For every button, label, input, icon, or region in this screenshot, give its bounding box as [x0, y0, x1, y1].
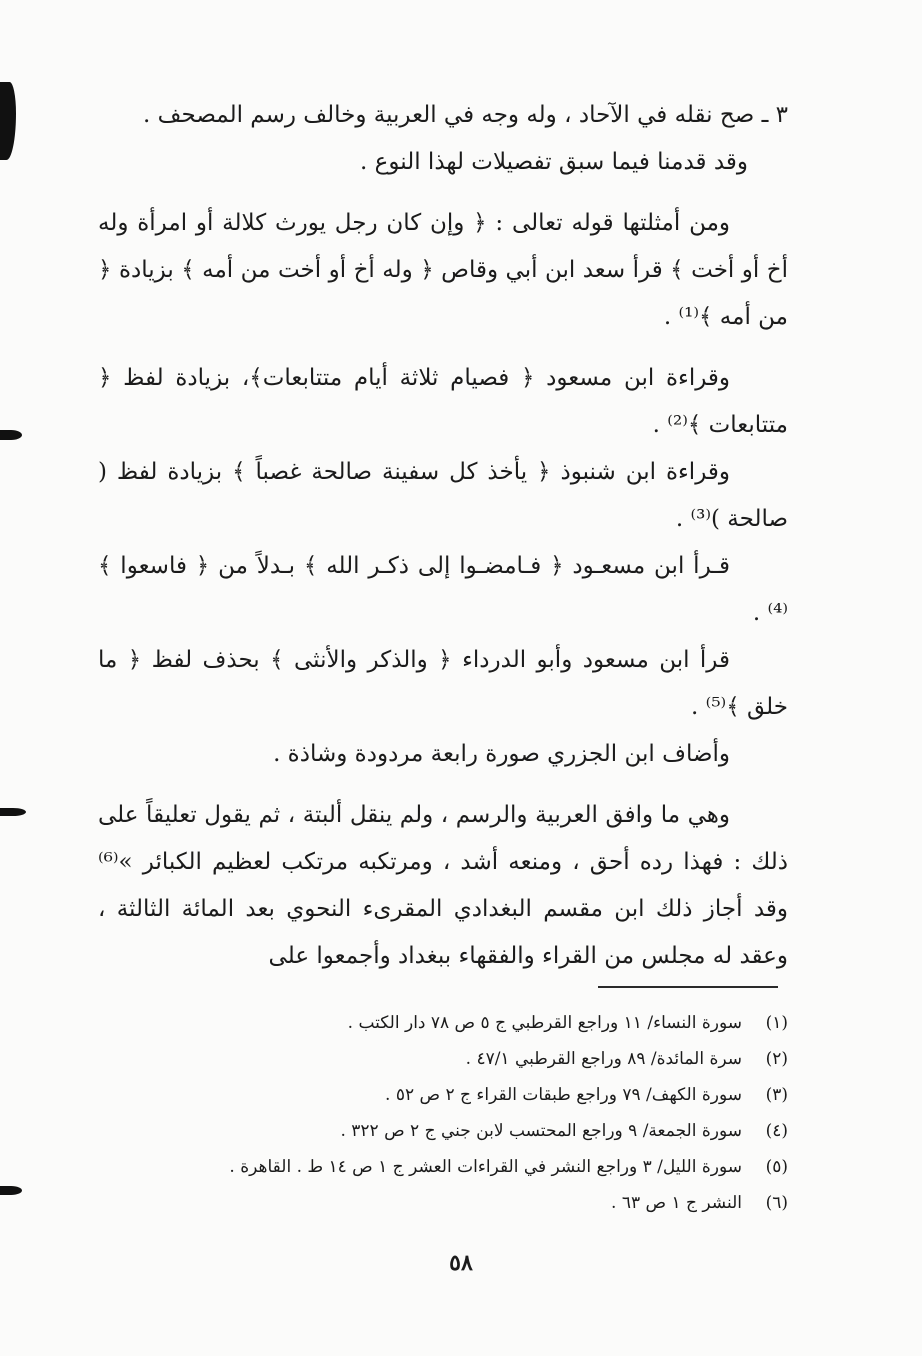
footnote-text: سورة الكهف/ ٧٩ وراجع طبقات القراء ج ٢ ص ٥٢ . [385, 1085, 742, 1105]
paragraph: وقراءة ابن شنبوذ ﴿ يأخذ كل سفينة صالحة غصباً ﴾ بزيادة لفظ ( صالحة )⁽³⁾ . [98, 459, 788, 532]
paragraph: قرأ ابن مسعود وأبو الدرداء ﴿ والذكر والأنثى ﴾ بحذف لفظ ﴿ ما خلق ﴾⁽⁵⁾ . [98, 647, 788, 720]
paragraph: ومن أمثلتها قوله تعالى : ﴿ وإن كان رجل يورث كلالة أو امرأة وله أخ أو أخت ﴾ قرأ سعد ابن أبي وقاص ﴿ وله أخ أو أخت من أمه ﴾ بزيادة ﴿ من أمه ﴾⁽¹⁾ . [98, 210, 788, 330]
edge-speck-mark [0, 430, 22, 440]
footnote [120, 1041, 788, 1077]
footnote [120, 1149, 788, 1185]
edge-speck-mark [0, 808, 26, 816]
paragraph: وهي ما وافق العربية والرسم ، ولم ينقل ألبتة ، ثم يقول تعليقاً على ذلك : فهذا رده أحق ، ومنعه أشد ، ومرتكبه مرتكب لعظيم الكبائر »⁽⁶⁾ وقد أجاز ذلك ابن مقسم البغدادي المقرىء النحوي بعد المائة الثالثة ، وعقد له مجلس من القراء والفقهاء ببغداد وأجمعوا على [98, 802, 788, 969]
footnote-text: سورة الليل/ ٣ وراجع النشر في القراءات العشر ج ١ ص ١٤ ط . القاهرة . [229, 1157, 742, 1177]
paragraph: وأضاف ابن الجزري صورة رابعة مردودة وشاذة . [273, 741, 730, 767]
footnote-divider [598, 986, 778, 988]
footnote-text: سورة الجمعة/ ٩ وراجع المحتسب لابن جني ج ٢ ص ٣٢٢ . [340, 1121, 742, 1141]
footnote-number: (٥) [765, 1157, 788, 1177]
footnote-number: (٤) [765, 1121, 788, 1141]
footnote-text: سرة المائدة/ ٨٩ وراجع القرطبي ٤٧/١ . [465, 1049, 742, 1069]
footnote [120, 1077, 788, 1113]
footnote-number: (٣) [765, 1085, 788, 1105]
footnotes [120, 1005, 788, 1221]
paragraph: وقراءة ابن مسعود ﴿ فصيام ثلاثة أيام متتابعات﴾، بزيادة لفظ ﴿ متتابعات ﴾⁽²⁾ . [98, 365, 788, 438]
footnote [120, 1005, 788, 1041]
footnote-number: (٦) [765, 1193, 788, 1213]
paragraph: قـرأ ابن مسعـود ﴿ فـامضـوا إلى ذكـر الله ﴾ بـدلاً من ﴿ فاسعوا ﴾⁽⁴⁾ . [98, 553, 788, 626]
paragraph: وقد قدمنا فيما سبق تفصيلات لهذا النوع . [360, 149, 748, 175]
footnote-number: (٢) [765, 1049, 788, 1069]
page-number: ٥٨ [449, 1250, 473, 1276]
edge-speck-mark [0, 1186, 22, 1195]
body-text [98, 92, 788, 980]
footnote-text: سورة النساء/ ١١ وراجع القرطبي ج ٥ ص ٧٨ دار الكتب . [347, 1013, 742, 1033]
paragraph: ٣ ـ صح نقله في الآحاد ، وله وجه في العربية وخالف رسم المصحف . [143, 102, 788, 128]
binding-shadow-mark [0, 82, 16, 160]
footnote [120, 1185, 788, 1221]
footnote [120, 1113, 788, 1149]
footnote-number: (١) [765, 1013, 788, 1033]
footnote-text: النشر ج ١ ص ٦٣ . [611, 1193, 742, 1213]
